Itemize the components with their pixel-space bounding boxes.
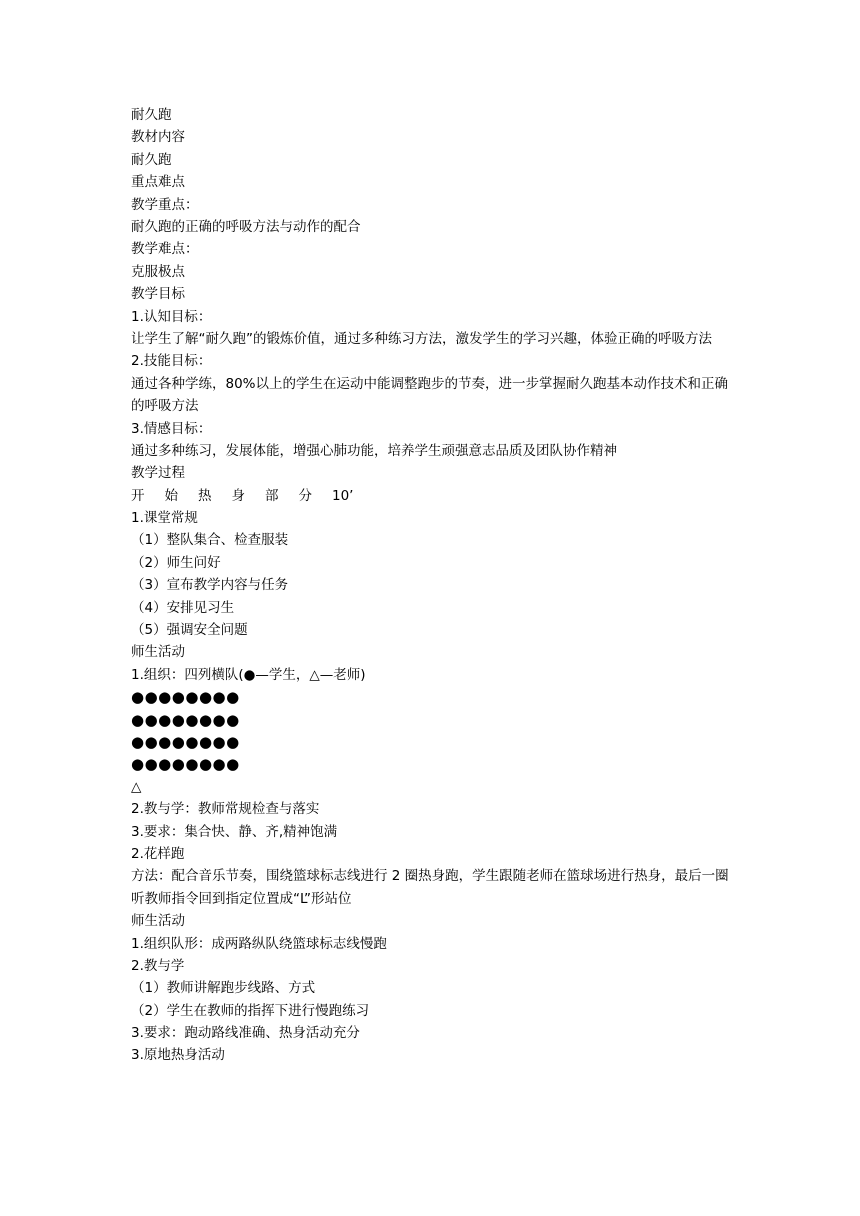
warmup-word: 分	[298, 487, 312, 504]
fancy-run-heading: 2.花样跑	[131, 845, 185, 862]
in-place-warmup-heading: 3.原地热身活动	[131, 1047, 225, 1064]
organization-text: 1.组织：四列横队(●—学生，△—老师)	[131, 666, 366, 683]
list-item: （2）师生问好	[131, 554, 221, 571]
warmup-word: 始	[164, 487, 178, 504]
difficulty-label: 教学难点：	[131, 241, 199, 258]
warmup-word: 热	[198, 487, 212, 504]
teacher-marker: △	[131, 778, 142, 795]
activity2-heading: 师生活动	[131, 913, 185, 930]
goal1-text: 让学生了解“耐久跑”的锻炼价值，通过多种练习方法，激发学生的学习兴趣，体验正确的呼吸方法	[131, 330, 712, 347]
process-heading: 教学过程	[131, 465, 185, 482]
list-item: （5）强调安全问题	[131, 622, 248, 639]
goal1-label: 1.认知目标：	[131, 308, 212, 325]
routine-heading: 1.课堂常规	[131, 510, 198, 527]
warmup-word: 部	[265, 487, 279, 504]
list-item: （3）宣布教学内容与任务	[131, 577, 289, 594]
requirement-text: 3.要求：跑动路线准确、热身活动充分	[131, 1025, 360, 1042]
keypoints-heading: 重点难点	[131, 174, 185, 191]
goals-heading: 教学目标	[131, 286, 185, 303]
formation-row: ●●●●●●●●	[131, 710, 240, 729]
list-item: （2）学生在教师的指挥下进行慢跑练习	[131, 1002, 370, 1019]
organization-text: 1.组织队形：成两路纵队绕篮球标志线慢跑	[131, 935, 387, 952]
requirement-text: 3.要求：集合快、静、齐,精神饱满	[131, 823, 338, 840]
warmup-heading	[131, 485, 737, 507]
formation-row: ●●●●●●●●	[131, 755, 240, 774]
teach-learn-heading: 2.教与学	[131, 957, 185, 974]
list-item: （1）整队集合、检查服装	[131, 532, 289, 549]
warmup-word: 身	[231, 487, 245, 504]
doc-title: 耐久跑	[131, 107, 172, 123]
material-heading: 教材内容	[131, 129, 185, 146]
document-body	[131, 104, 737, 1067]
focus-text: 耐久跑的正确的呼吸方法与动作的配合	[131, 218, 361, 235]
formation-row: ●●●●●●●●	[131, 732, 240, 751]
material-text: 耐久跑	[131, 151, 172, 168]
fancy-run-method: 方法：配合音乐节奏，围绕篮球标志线进行 2 圈热身跑，学生跟随老师在篮球场进行热身，最后一圈听教师指令回到指定位置成“L”形站位	[131, 868, 729, 907]
activity1-heading: 师生活动	[131, 644, 185, 661]
formation-row: ●●●●●●●●	[131, 688, 240, 707]
goal2-text: 通过各种学练，80%以上的学生在运动中能调整跑步的节奏，进一步掌握耐久跑基本动作技术和正确的呼吸方法	[131, 375, 729, 415]
list-item: （1）教师讲解跑步线路、方式	[131, 980, 316, 997]
focus-label: 教学重点：	[131, 196, 199, 213]
warmup-duration: 10’	[332, 487, 354, 504]
goal2-label: 2.技能目标：	[131, 353, 212, 370]
teach-learn-text: 2.教与学：教师常规检查与落实	[131, 801, 320, 818]
list-item: （4）安排见习生	[131, 599, 235, 616]
goal3-text: 通过多种练习，发展体能，增强心肺功能，培养学生顽强意志品质及团队协作精神	[131, 442, 617, 459]
warmup-word: 开	[131, 487, 145, 504]
difficulty-text: 克服极点	[131, 263, 185, 280]
goal3-label: 3.情感目标：	[131, 420, 212, 437]
